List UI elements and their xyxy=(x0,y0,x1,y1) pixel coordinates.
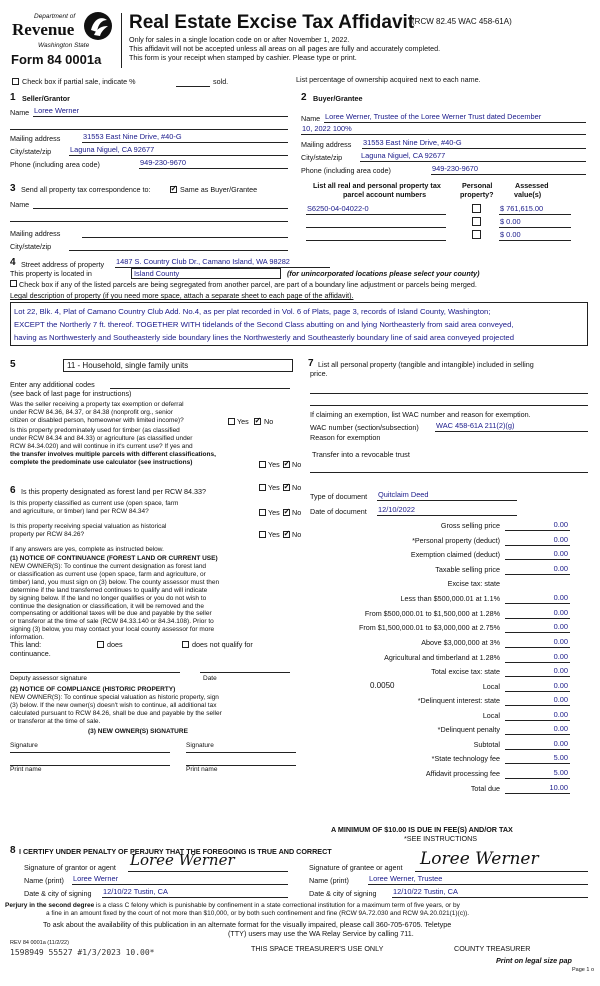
seller-heading: Seller/Grantor xyxy=(22,94,70,103)
wac-label: WAC number (section/subsection) xyxy=(310,423,419,432)
parcel-number-field[interactable]: S6250-04-04022-0 xyxy=(307,204,369,213)
correspondence-name-label: Name xyxy=(10,200,30,209)
owner-signature-heading: (3) NEW OWNER(S) SIGNATURE xyxy=(88,728,188,735)
tax-label: *State technology fee xyxy=(431,754,500,763)
exemption-yes-checkbox[interactable] xyxy=(228,418,235,425)
grantee-date-label: Date & city of signing xyxy=(309,889,377,898)
owner-signature-label: Signature xyxy=(10,742,38,749)
grantor-date-field[interactable]: 12/10/22 Tustin, CA xyxy=(103,887,168,896)
section4-number: 4 xyxy=(10,257,16,268)
grantor-signature-label: Signature of grantor or agent xyxy=(24,863,116,872)
header-note-3: This form is your receipt when stamped by cashier. Please type or print. xyxy=(129,53,357,62)
timber-yes-checkbox[interactable] xyxy=(259,461,266,468)
revision-label: REV 84 0001a (11/2/22) xyxy=(10,940,69,946)
tax-label: Total due xyxy=(470,784,500,793)
grantor-date-label: Date & city of signing xyxy=(24,889,92,898)
forest-land-question: Is this property designated as forest land per RCW 84.33? xyxy=(21,487,206,496)
buyer-heading: Buyer/Grantee xyxy=(313,94,363,103)
doc-date-field[interactable]: 12/10/2022 xyxy=(378,505,415,514)
tax-value-field[interactable]: 0.00 xyxy=(553,593,568,602)
grantor-name-field[interactable]: Loree Werner xyxy=(73,874,119,883)
current-use-question: Is this property classified as current use (open space, farm xyxy=(10,500,179,507)
see-instructions: *SEE INSTRUCTIONS xyxy=(404,834,478,843)
dept-line2: Revenue xyxy=(12,20,75,39)
personal-property-checkbox[interactable] xyxy=(472,217,481,226)
wac-field[interactable]: WAC 458-61A 211(2)(g) xyxy=(436,421,515,430)
tax-label: From $1,500,000.01 to $3,000,000 at 2.75% xyxy=(358,623,500,632)
deputy-date-label: Date xyxy=(203,675,217,682)
segregated-label: Check box if any of the listed parcels are being segregated from another parcel, are part of a boundary line adjustment or parcels being merged. xyxy=(19,280,477,289)
legal-line: Lot 22, Blk. 4, Plat of Camano Country Club Add. No.4, as per plat recorded in Vol. 6 of Plats, page 3, records of Island County, Washington; xyxy=(14,307,491,316)
paragraph-line: NEW OWNER(S): To continue the current designation as forest land xyxy=(10,563,207,570)
assessed-value-field[interactable]: $ 0.00 xyxy=(500,230,521,239)
tax-label: Taxable selling price xyxy=(435,565,500,574)
historic-yes-checkbox[interactable] xyxy=(259,531,266,538)
paragraph-line: or transferor at the time of sale (RCW 84.33.140 or 84.34.108). Prior to xyxy=(10,618,214,626)
tax-label: Exemption claimed (deduct) xyxy=(410,550,500,559)
buyer-city-label: City/state/zip xyxy=(301,153,343,162)
buyer-city-field[interactable]: Laguna Niguel, CA 92677 xyxy=(361,151,446,160)
page-number: Page 1 o xyxy=(572,967,595,973)
section5-number: 5 xyxy=(10,359,16,370)
dept-line3: Washington State xyxy=(38,42,90,49)
continuance-label: continuance. xyxy=(10,649,51,658)
no-label: No xyxy=(292,483,302,492)
buyer-section-number: 2 xyxy=(301,92,307,103)
owner-print-name-label-2: Print name xyxy=(186,766,218,773)
section3-number: 3 xyxy=(10,183,16,194)
minimum-due-note: A MINIMUM OF $10.00 IS DUE IN FEE(S) AND/OR TAX xyxy=(331,825,513,834)
tax-label: Affidavit processing fee xyxy=(425,769,500,778)
tax-value-field[interactable]: 0.00 xyxy=(553,520,568,529)
tax-label: Above $3,000,000 at 3% xyxy=(421,638,500,647)
tax-label: Less than $500,000.01 at 1.1% xyxy=(400,594,500,603)
located-in-label: This property is located in xyxy=(10,269,92,278)
current-use-yes-checkbox[interactable] xyxy=(259,509,266,516)
doc-type-label: Type of document xyxy=(310,492,368,501)
does-qualify-checkbox[interactable] xyxy=(97,641,104,648)
exemption-question: under RCW 84.36, 84.37, or 84.38 (nonprofit org., senior xyxy=(10,409,173,416)
legal-line: having as Northwesterly and Southeasterly side boundary lines the Northwesterly and Southeasterly boundary line of said area conveyed projected xyxy=(14,333,514,342)
dept-line1: Department of xyxy=(34,13,76,20)
seller-city-label: City/state/zip xyxy=(10,147,52,156)
grantee-signature[interactable]: Loree Werner xyxy=(420,849,539,869)
grantee-signature-label: Signature of grantee or agent xyxy=(309,863,403,872)
paragraph-line: or classification as current use (open space, farm and agriculture, or xyxy=(10,570,206,578)
legal-description-label: Legal description of property (if you need more space, attach a separate sheet to each page of the affidavit). xyxy=(10,291,354,300)
doc-type-field[interactable]: Quitclaim Deed xyxy=(378,490,429,499)
ownership-note: List percentage of ownership acquired next to each name. xyxy=(296,75,481,84)
treasurer-use-label: THIS SPACE TREASURER'S USE ONLY xyxy=(251,944,384,953)
grantee-name-label: Name (print) xyxy=(309,876,349,885)
section8-number: 8 xyxy=(10,845,16,856)
perjury-line: a fine in an amount fixed by the court of not more than $10,000, or by both such confinement and fine (RCW 9A.72.030 and RCW 9A.20.021(1)(c)). xyxy=(46,910,470,917)
form-citation: (RCW 82.45 WAC 458-61A) xyxy=(412,17,512,26)
partial-sale-checkbox[interactable] xyxy=(12,78,19,85)
paragraph-line: information. xyxy=(10,634,44,642)
paragraph-line: by signing below. If the land no longer qualifies or you do not wish to xyxy=(10,594,207,602)
paragraph-line: or transferor at the time of sale. xyxy=(10,717,101,725)
owner-signature-label-2: Signature xyxy=(186,742,214,749)
header-note-1: Only for sales in a single location code on or after November 1, 2022. xyxy=(129,35,350,44)
yes-label: Yes xyxy=(237,417,249,426)
value-col-header: Assessed xyxy=(515,181,549,190)
timber-question: under RCW 84.34 and 84.33) or agriculture (as classified under xyxy=(10,435,193,442)
header-note-2: This affidavit will not be accepted unless all areas on all pages are fully and accurately completed. xyxy=(129,44,441,53)
exemption-note: If claiming an exemption, list WAC number and reason for exemption. xyxy=(310,410,531,419)
buyer-phone-label: Phone (including area code) xyxy=(301,166,391,175)
no-label: No xyxy=(292,508,302,517)
deputy-signature-label: Deputy assessor signature xyxy=(10,675,87,682)
county-value: Island County xyxy=(134,269,180,278)
tax-label: From $500,000.01 to $1,500,000 at 1.28% xyxy=(364,609,500,618)
print-note: Print on legal size pap xyxy=(496,956,572,965)
additional-codes-note: (see back of last page for instructions) xyxy=(10,389,132,398)
this-land-label: This land: xyxy=(10,640,42,649)
buyer-name-label: Name xyxy=(301,114,321,123)
value-col-header-2: value(s) xyxy=(514,190,542,199)
paragraph-line: calculated pursuant to RCW 84.26, shall be due and payable by the seller xyxy=(10,709,222,717)
buyer-mailing-label: Mailing address xyxy=(301,140,352,149)
form-number: Form 84 0001a xyxy=(11,52,102,67)
tax-value-field[interactable]: 0.00 xyxy=(553,549,568,558)
personal-col-header: Personal xyxy=(462,181,493,190)
yes-label: Yes xyxy=(268,508,280,517)
land-use-value: 11 - Household, single family units xyxy=(67,361,189,370)
tax-label: Agricultural and timberland at 1.28% xyxy=(384,653,500,662)
seller-city-field[interactable]: Laguna Niguel, CA 92677 xyxy=(70,145,155,154)
exemption-question: Was the seller receiving a property tax exemption or deferral xyxy=(10,401,184,408)
tax-value-field[interactable]: 0.00 xyxy=(553,564,568,573)
personal-property-label-2: price. xyxy=(310,369,328,378)
buyer-phone-field[interactable]: 949-230-9670 xyxy=(432,164,479,173)
segregated-checkbox[interactable] xyxy=(10,280,17,287)
paragraph-line: determine if the land transferred continues to qualify and will indicate xyxy=(10,586,208,594)
tax-label: *Delinquent interest: state xyxy=(417,696,500,705)
yes-label: Yes xyxy=(268,530,280,539)
seller-mailing-field[interactable]: 31553 East Nine Drive, #40-G xyxy=(83,132,182,141)
form-title: Real Estate Excise Tax Affidavit xyxy=(129,12,415,33)
buyer-name-field[interactable]: Loree Werner, Trustee of the Loree Werner Trust dated December xyxy=(325,112,542,121)
buyer-name-field-line2[interactable]: 10, 2022 100% xyxy=(302,124,352,133)
reason-field[interactable]: Transfer into a revocable trust xyxy=(312,450,410,459)
assessed-value-field[interactable]: $ 0.00 xyxy=(500,217,521,226)
historic-question: property per RCW 84.26? xyxy=(10,531,85,538)
personal-property-label: List all personal property (tangible and intangible) included in selling xyxy=(318,360,534,369)
reason-label: Reason for exemption xyxy=(310,433,381,442)
paragraph-line: continue the designation or classification, it will be removed and the xyxy=(10,602,205,610)
certify-heading: I CERTIFY UNDER PENALTY OF PERJURY THAT THE FOREGOING IS TRUE AND CORRECT xyxy=(19,847,332,856)
yes-label: Yes xyxy=(268,483,280,492)
tax-label: *Delinquent penalty xyxy=(437,725,500,734)
grantor-signature[interactable]: Loree Werner xyxy=(130,851,235,869)
timber-question: Is this property predominately used for timber (as classified xyxy=(10,427,180,434)
local-rate-field[interactable]: 0.0050 xyxy=(370,681,395,690)
parcel-col-header-2: parcel account numbers xyxy=(343,190,427,199)
seller-phone-label: Phone (including area code) xyxy=(10,160,100,169)
section6-number: 6 xyxy=(10,485,16,496)
paragraph-line: compensating or additional taxes will be due and payable by the seller xyxy=(10,610,212,618)
tax-label: *Personal property (deduct) xyxy=(412,536,500,545)
accessibility-line: (TTY) users may use the WA Relay Service by calling 711. xyxy=(228,929,414,938)
yes-label: Yes xyxy=(268,460,280,469)
does-not-qualify-checkbox[interactable] xyxy=(182,641,189,648)
tax-value-field[interactable]: 10.00 xyxy=(549,783,568,792)
tax-value-field[interactable]: 0.00 xyxy=(553,535,568,544)
seller-name-field[interactable]: Loree Werner xyxy=(34,106,80,115)
tax-label: Local xyxy=(482,711,500,720)
same-as-buyer-label: Same as Buyer/Grantee xyxy=(180,185,258,194)
exemption-question: citizen or disabled person, homeowner with limited income)? xyxy=(10,417,184,424)
grantee-name-field[interactable]: Loree Werner, Trustee xyxy=(369,874,443,883)
continuance-heading: (1) NOTICE OF CONTINUANCE (FOREST LAND OR CURRENT USE) xyxy=(10,555,218,562)
tax-value-field[interactable]: 5.00 xyxy=(553,753,568,762)
does-label: does xyxy=(107,640,123,649)
answers-note: If any answers are yes, complete as instructed below. xyxy=(10,546,164,553)
grantor-name-label: Name (print) xyxy=(24,876,64,885)
tax-value-field[interactable]: 0.00 xyxy=(553,739,568,748)
buyer-mailing-field[interactable]: 31553 East Nine Drive, #40-G xyxy=(363,138,462,147)
assessed-value-field[interactable]: $ 761,615.00 xyxy=(500,204,544,213)
tax-value-field[interactable]: 0.00 xyxy=(553,681,568,690)
paragraph-line: (3) below. If the new owner(s) doesn't wish to continue, all additional tax xyxy=(10,701,217,709)
doc-date-label: Date of document xyxy=(310,507,367,516)
paragraph-line: timber) land, you must sign on (3) below. The county assessor must then xyxy=(10,578,220,586)
street-address-label: Street address of property xyxy=(21,260,105,269)
exemption-no-checkbox[interactable] xyxy=(254,418,261,425)
personal-col-header-2: property? xyxy=(460,190,494,199)
tax-value-field[interactable]: 0.00 xyxy=(553,622,568,631)
timber-no-checkbox[interactable] xyxy=(283,461,290,468)
paragraph-line: NEW OWNER(S): To continue special valuation as historic property, sign xyxy=(10,694,219,701)
historic-no-checkbox[interactable] xyxy=(283,531,290,538)
tax-value-field[interactable]: 0.00 xyxy=(553,637,568,646)
tax-label: Subtotal xyxy=(473,740,500,749)
seller-phone-field[interactable]: 949-230-9670 xyxy=(140,158,187,167)
tax-label: Total excise tax: state xyxy=(431,667,500,676)
partial-sale-label: Check box if partial sale, indicate % xyxy=(22,77,136,86)
additional-codes-label: Enter any additional codes xyxy=(10,380,95,389)
partial-sale-suffix: sold. xyxy=(213,77,229,86)
current-use-no-checkbox[interactable] xyxy=(283,509,290,516)
same-as-buyer-checkbox[interactable] xyxy=(170,186,177,193)
correspondence-city-label: City/state/zip xyxy=(10,242,52,251)
correspondence-label: Send all property tax correspondence to: xyxy=(21,185,151,194)
paragraph-line: signing (3) below, you may contact your local county assessor for more xyxy=(10,626,215,634)
tax-value-field[interactable]: 0.00 xyxy=(553,695,568,704)
timber-question: the transfer involves multiple parcels with different classifications, xyxy=(10,451,216,458)
no-label: No xyxy=(292,530,302,539)
no-label: No xyxy=(264,417,274,426)
seller-name-label: Name xyxy=(10,108,30,117)
legal-line: EXCEPT the Northerly 7 ft. thereof. TOGETHER WITH tidelands of the Second Class abutting on and lying Northeasterly from said area conveyed, xyxy=(14,320,514,329)
parcel-col-header: List all real and personal property tax xyxy=(313,181,441,190)
forest-no-checkbox[interactable] xyxy=(283,484,290,491)
tax-label: Gross selling price xyxy=(440,521,500,530)
timber-question: complete the predominate use calculator (see instructions) xyxy=(10,459,193,466)
correspondence-mailing-label: Mailing address xyxy=(10,229,61,238)
historic-question: Is this property receiving special valuation as historical xyxy=(10,523,167,530)
tax-label: Local xyxy=(482,682,500,691)
forest-yes-checkbox[interactable] xyxy=(259,484,266,491)
tax-value-field[interactable]: 0.00 xyxy=(553,608,568,617)
tax-value-field[interactable]: 0.00 xyxy=(553,652,568,661)
cashier-stamp: 1598949 55527 #1/3/2023 10.00* xyxy=(10,948,155,957)
current-use-question: and agriculture, or timber) land per RCW 84.34? xyxy=(10,508,149,515)
owner-print-name-label: Print name xyxy=(10,766,42,773)
grantee-date-field[interactable]: 12/10/22 Tustin, CA xyxy=(393,887,458,896)
county-treasurer-label: COUNTY TREASURER xyxy=(454,944,531,953)
tax-value-field[interactable]: 0.00 xyxy=(553,710,568,719)
tax-label: Excise tax: state xyxy=(447,579,500,588)
personal-property-checkbox[interactable] xyxy=(472,204,481,213)
dor-logo-icon xyxy=(82,10,114,42)
county-note: (for unincorporated locations please select your county) xyxy=(287,269,480,278)
compliance-heading: (2) NOTICE OF COMPLIANCE (HISTORIC PROPERTY) xyxy=(10,686,176,693)
timber-question: RCW 84.34.020) and will continue in it's current use? If yes and xyxy=(10,443,193,450)
tax-value-field[interactable]: 5.00 xyxy=(553,768,568,777)
seller-mailing-label: Mailing address xyxy=(10,134,61,143)
does-not-label: does not qualify for xyxy=(192,640,253,649)
no-label: No xyxy=(292,460,302,469)
personal-property-checkbox[interactable] xyxy=(472,230,481,239)
tax-value-field[interactable]: 0.00 xyxy=(553,724,568,733)
accessibility-line: To ask about the availability of this publication in an alternate format for the visually impaired, please call 360-705-6705. Teletype xyxy=(43,920,452,929)
section7-number: 7 xyxy=(308,358,314,369)
seller-section-number: 1 xyxy=(10,92,16,103)
tax-value-field[interactable]: 0.00 xyxy=(553,666,568,675)
street-address-field[interactable]: 1487 S. Country Club Dr., Camano Island, WA 98282 xyxy=(116,257,290,266)
